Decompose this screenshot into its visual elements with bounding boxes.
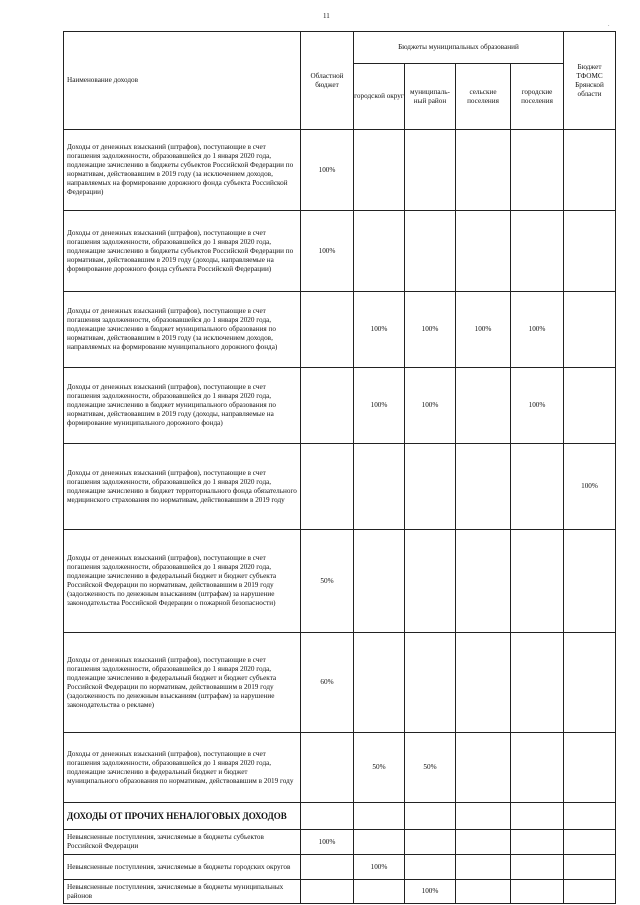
corner-mark: . — [608, 22, 610, 28]
cell-city-district — [354, 633, 405, 733]
table-row — [64, 633, 616, 733]
cell-city-district — [354, 211, 405, 292]
row-name: Доходы от денежных взысканий (штрафов), поступающие в счет погашения задолженности, образовавшейся до 1 января 2020 года, подлежащие зачислению в бюджеты субъектов Российской Федерации по нормативам, действовавшим в 2019 году (за исключением доходов, направляемых на формирование дорожного фонда субъекта Российской Федерации) — [64, 130, 301, 211]
cell-rural — [456, 830, 511, 855]
row-name: Доходы от денежных взысканий (штрафов), поступающие в счет погашения задолженности, образовавшейся до 1 января 2020 года, подлежащие зачислению в бюджеты субъектов Российской Федерации по нормативам, действовавшим в 2019 году (доходы, направляемые на формирование дорожного фонда субъекта Российской Федерации) — [64, 211, 301, 292]
cell-regional — [301, 855, 354, 880]
cell-urban — [511, 880, 564, 904]
cell-rural — [456, 733, 511, 803]
row-name: Доходы от денежных взысканий (штрафов), поступающие в счет погашения задолженности, образовавшейся до 1 января 2020 года, подлежащие зачислению в федеральный бюджет и бюджет субъекта Российской Федерации по нормативам, действовавшим в 2019 году (задолженность по денежным взысканиям (штрафам) за нарушение законодательства Российской Федерации о пожарной безопасности) — [64, 530, 301, 633]
cell-municipal-district — [405, 633, 456, 733]
cell-rural — [456, 444, 511, 530]
cell-municipal-district — [405, 855, 456, 880]
table-row — [64, 130, 616, 211]
table-row — [64, 292, 616, 368]
cell-rural — [456, 211, 511, 292]
cell-tfoms — [564, 211, 616, 292]
cell-urban — [511, 444, 564, 530]
cell-urban — [511, 530, 564, 633]
section-title: ДОХОДЫ ОТ ПРОЧИХ НЕНАЛОГОВЫХ ДОХОДОВ — [64, 803, 301, 830]
header-rural-settlements: сельские поселения — [456, 64, 511, 130]
row-name: Доходы от денежных взысканий (штрафов), поступающие в счет погашения задолженности, образовавшейся до 1 января 2020 года, подлежащие зачислению в бюджет территориального фонда обязательного медицинского страхования по нормативам, действовавшим в 2019 году — [64, 444, 301, 530]
cell-urban: 100% — [511, 292, 564, 368]
cell-regional — [301, 292, 354, 368]
cell-rural — [456, 530, 511, 633]
section-row — [64, 803, 616, 830]
cell-rural — [456, 130, 511, 211]
header-urban-settlements: городские поселения — [511, 64, 564, 130]
cell-tfoms — [564, 368, 616, 444]
table-row — [64, 733, 616, 803]
header-regional-budget: Областной бюджет — [301, 32, 354, 130]
cell-tfoms — [564, 633, 616, 733]
row-name: Доходы от денежных взысканий (штрафов), поступающие в счет погашения задолженности, образовавшейся до 1 января 2020 года, подлежащие зачислению в федеральный бюджет и бюджет субъекта Российской Федерации по нормативам, действовавшим в 2019 году (задолженность по денежным взысканиям (штрафам) за нарушение законодательства о рекламе) — [64, 633, 301, 733]
cell-tfoms — [564, 830, 616, 855]
table-row — [64, 880, 616, 904]
cell-regional — [301, 733, 354, 803]
cell-tfoms — [564, 733, 616, 803]
cell-urban: 100% — [511, 368, 564, 444]
header-municipal-district: муниципаль-ный район — [405, 64, 456, 130]
cell-city-district: 50% — [354, 733, 405, 803]
cell-city-district — [354, 830, 405, 855]
table-row — [64, 211, 616, 292]
table-row — [64, 368, 616, 444]
cell-city-district — [354, 880, 405, 904]
header-name: Наименование доходов — [64, 32, 301, 130]
cell-regional: 50% — [301, 530, 354, 633]
cell-regional: 100% — [301, 211, 354, 292]
cell-urban — [511, 633, 564, 733]
cell-municipal-district: 100% — [405, 292, 456, 368]
header-city-district: городской округ — [354, 64, 405, 130]
cell-municipal-district: 100% — [405, 880, 456, 904]
cell-rural — [456, 633, 511, 733]
cell-tfoms: 100% — [564, 444, 616, 530]
cell-regional: 100% — [301, 130, 354, 211]
cell-city-district: 100% — [354, 292, 405, 368]
cell-tfoms — [564, 530, 616, 633]
header-municipal-budgets: Бюджеты муниципальных образований — [354, 32, 564, 64]
table-row — [64, 830, 616, 855]
cell-urban — [511, 211, 564, 292]
cell-regional: 60% — [301, 633, 354, 733]
cell-tfoms — [564, 292, 616, 368]
cell-city-district — [354, 530, 405, 633]
cell-regional: 100% — [301, 830, 354, 855]
cell-city-district: 100% — [354, 368, 405, 444]
row-name: Невыясненные поступления, зачисляемые в бюджеты городских округов — [64, 855, 301, 880]
row-name: Доходы от денежных взысканий (штрафов), поступающие в счет погашения задолженности, образовавшейся до 1 января 2020 года, подлежащие зачислению в бюджет муниципального образования по нормативам, действовавшим в 2019 году (за исключением доходов, направляемых на формирование муниципального дорожного фонда) — [64, 292, 301, 368]
cell-municipal-district — [405, 444, 456, 530]
cell-urban — [511, 733, 564, 803]
cell-city-district — [354, 130, 405, 211]
cell-municipal-district — [405, 530, 456, 633]
cell-tfoms — [564, 880, 616, 904]
row-name: Невыясненные поступления, зачисляемые в бюджеты муниципальных районов — [64, 880, 301, 904]
page-number: 11 — [323, 12, 330, 20]
cell-city-district — [354, 444, 405, 530]
cell-municipal-district: 50% — [405, 733, 456, 803]
cell-tfoms — [564, 130, 616, 211]
header-tfoms-budget: Бюджет ТФОМС Брянской области — [564, 32, 616, 130]
cell-urban — [511, 130, 564, 211]
row-name: Невыясненные поступления, зачисляемые в бюджеты субъектов Российской Федерации — [64, 830, 301, 855]
cell-municipal-district: 100% — [405, 368, 456, 444]
cell-regional — [301, 880, 354, 904]
cell-municipal-district — [405, 211, 456, 292]
cell-municipal-district — [405, 830, 456, 855]
cell-tfoms — [564, 855, 616, 880]
table-row — [64, 444, 616, 530]
table-row — [64, 530, 616, 633]
cell-regional — [301, 444, 354, 530]
cell-urban — [511, 855, 564, 880]
cell-rural: 100% — [456, 292, 511, 368]
revenue-distribution-table — [63, 31, 616, 904]
cell-regional — [301, 368, 354, 444]
table-row — [64, 855, 616, 880]
cell-city-district: 100% — [354, 855, 405, 880]
row-name: Доходы от денежных взысканий (штрафов), поступающие в счет погашения задолженности, образовавшейся до 1 января 2020 года, подлежащие зачислению в бюджет муниципального образования по нормативам, действовавшим в 2019 году (доходы, направляемые на формирование муниципального дорожного фонда) — [64, 368, 301, 444]
cell-municipal-district — [405, 130, 456, 211]
cell-rural — [456, 855, 511, 880]
cell-urban — [511, 830, 564, 855]
cell-rural — [456, 880, 511, 904]
row-name: Доходы от денежных взысканий (штрафов), поступающие в счет погашения задолженности, образовавшейся до 1 января 2020 года, подлежащие зачислению в федеральный бюджет и бюджет муниципального образования по нормативам, действовавшим в 2019 году — [64, 733, 301, 803]
cell-rural — [456, 368, 511, 444]
